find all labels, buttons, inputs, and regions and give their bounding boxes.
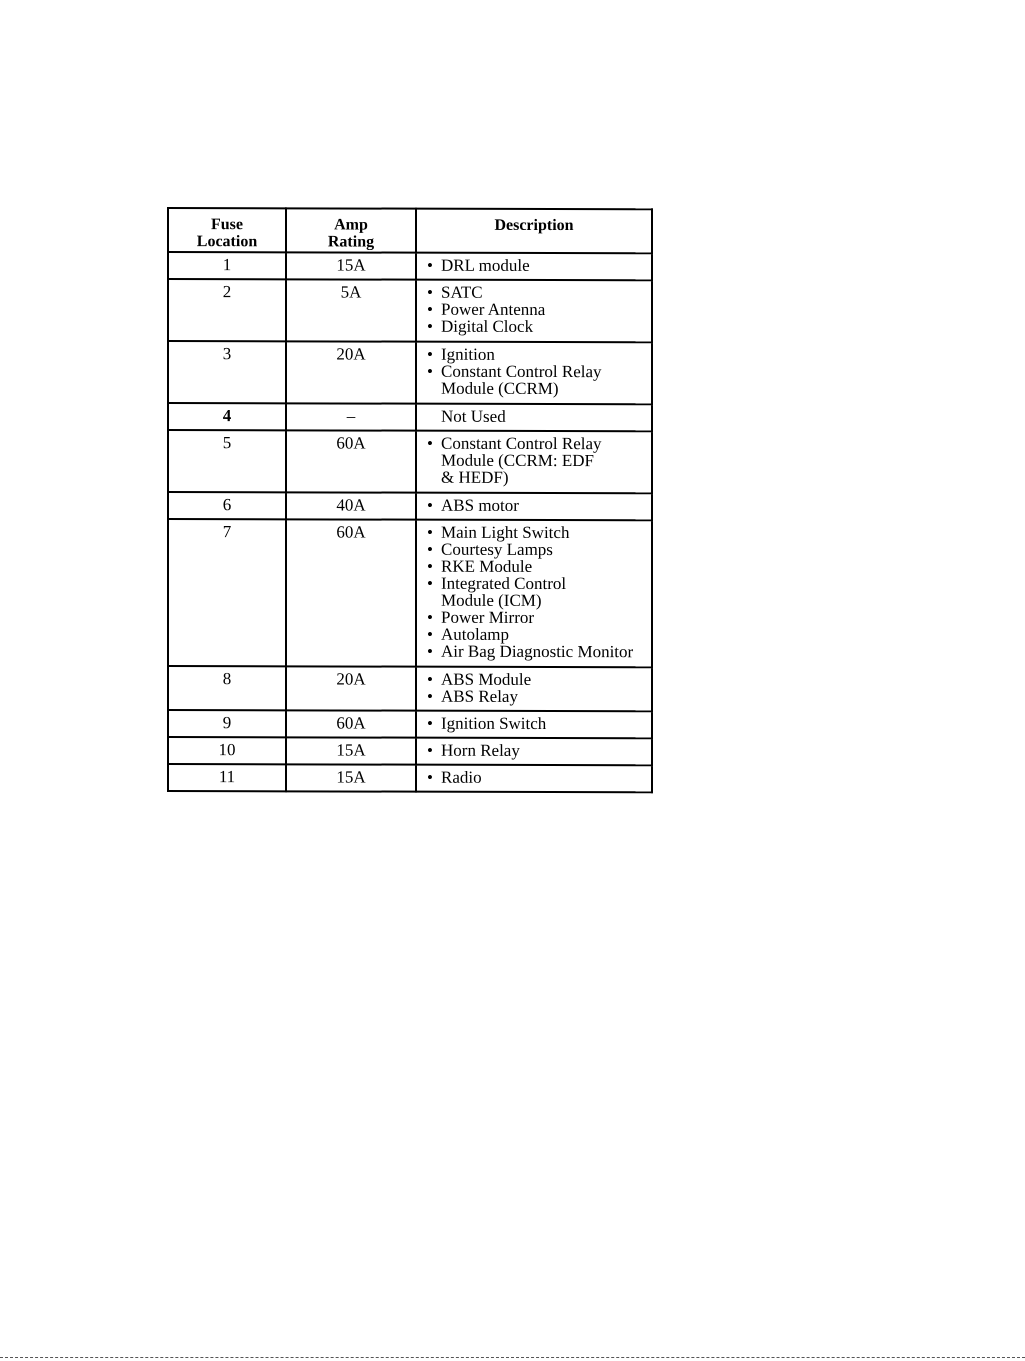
description-bullet-item: • Autolamp xyxy=(427,626,651,644)
amp-rating-cell: 60A xyxy=(286,519,416,666)
fuse-location-cell: 9 xyxy=(168,710,286,737)
description-bullet-item: • Constant Control Relay xyxy=(427,435,651,453)
description-bullet-item: • SATC xyxy=(427,284,651,302)
table-row xyxy=(168,430,652,493)
table-row xyxy=(168,666,652,711)
description-list xyxy=(427,284,651,336)
description-list xyxy=(427,671,651,706)
table-row xyxy=(168,737,652,765)
description-list xyxy=(427,435,651,487)
table-row xyxy=(168,252,652,280)
description-cell xyxy=(416,520,652,668)
table-row xyxy=(168,403,652,431)
description-bullet-item: • RKE Module xyxy=(427,558,651,576)
header-fuse-location-line2: Location xyxy=(196,233,258,251)
fuse-location-cell: 10 xyxy=(168,737,286,764)
description-continuation: Module (ICM) xyxy=(441,590,542,610)
table-row xyxy=(168,710,652,738)
amp-rating-cell: 15A xyxy=(286,737,416,764)
description-cell xyxy=(416,280,652,343)
description-bullet-item: • Power Mirror xyxy=(427,609,651,627)
description-bullet-item: • Digital Clock xyxy=(427,318,651,336)
amp-rating-cell: 15A xyxy=(286,252,416,279)
description-bullet-item: • Ignition Switch xyxy=(427,715,651,733)
description-bullet-item: • DRL module xyxy=(427,257,651,275)
description-bullet-item: • Horn Relay xyxy=(427,742,651,760)
description-list xyxy=(427,715,651,733)
amp-rating-cell: 20A xyxy=(286,341,416,403)
fuse-location-cell: 11 xyxy=(168,764,286,791)
description-cell xyxy=(416,253,652,281)
description-cell xyxy=(416,431,652,494)
description-cell xyxy=(416,342,652,405)
description-cell xyxy=(416,711,652,739)
description-bullet-item: • Integrated Control xyxy=(427,575,651,593)
description-bullet-item: • Courtesy Lamps xyxy=(427,541,651,559)
header-fuse-location-line1: Fuse xyxy=(211,216,243,234)
header-amp-rating-line2: Rating xyxy=(327,233,375,251)
fuse-location-cell: 6 xyxy=(168,492,286,519)
description-list xyxy=(427,524,651,661)
amp-rating-cell: 40A xyxy=(286,492,416,519)
description-list xyxy=(427,497,651,515)
amp-rating-cell: 60A xyxy=(286,430,416,492)
table-row xyxy=(168,341,652,404)
description-continuation: Not Used xyxy=(441,406,506,426)
description-bullet-item: • ABS motor xyxy=(427,497,651,515)
description-bullet-item: • Power Antenna xyxy=(427,301,651,319)
amp-rating-cell: 15A xyxy=(286,764,416,791)
fuse-table-body xyxy=(168,252,652,792)
fuse-location-cell: 5 xyxy=(168,430,286,492)
description-list xyxy=(427,257,651,275)
fuse-location-cell: 2 xyxy=(168,279,286,341)
table-row xyxy=(168,764,652,792)
description-cell xyxy=(416,493,652,521)
fuse-location-cell: 3 xyxy=(168,341,286,403)
table-row xyxy=(168,519,652,667)
description-list xyxy=(427,408,651,426)
header-description-label: Description xyxy=(494,216,574,235)
description-list xyxy=(427,742,651,760)
description-list xyxy=(427,346,651,398)
description-cell xyxy=(416,667,652,712)
page-bottom-rule xyxy=(0,1357,1025,1358)
description-continuation: Module (CCRM) xyxy=(441,378,559,399)
amp-rating-cell: 5A xyxy=(286,279,416,341)
table-header-row xyxy=(168,208,652,253)
fuse-location-cell: 4 xyxy=(168,403,286,430)
description-continuation: Module (CCRM: EDF xyxy=(441,450,595,471)
description-bullet-item: • Ignition xyxy=(427,346,651,364)
description-list xyxy=(427,769,651,787)
amp-rating-cell: 20A xyxy=(286,666,416,710)
description-bullet-item: • Radio xyxy=(427,769,651,787)
header-amp-rating-line1: Amp xyxy=(334,216,368,234)
header-fuse-location xyxy=(168,208,286,252)
description-bullet-item: • Air Bag Diagnostic Monitor xyxy=(427,643,651,661)
table-row xyxy=(168,279,652,342)
description-bullet-item: • Constant Control Relay xyxy=(427,363,651,381)
header-description xyxy=(416,209,652,254)
description-cell xyxy=(416,738,652,766)
description-continuation: & HEDF) xyxy=(441,467,509,487)
description-bullet-item: • Main Light Switch xyxy=(427,524,651,542)
header-amp-rating xyxy=(286,208,416,252)
description-cell xyxy=(416,404,652,432)
amp-rating-cell: – xyxy=(286,403,416,430)
fuse-table xyxy=(167,207,653,793)
description-bullet-item: • ABS Relay xyxy=(427,688,651,706)
fuse-location-cell: 1 xyxy=(168,252,286,279)
fuse-location-cell: 8 xyxy=(168,666,286,710)
fuse-location-cell: 7 xyxy=(168,519,286,666)
table-row xyxy=(168,492,652,520)
description-bullet-item: • ABS Module xyxy=(427,671,651,689)
description-cell xyxy=(416,765,652,793)
amp-rating-cell: 60A xyxy=(286,710,416,737)
